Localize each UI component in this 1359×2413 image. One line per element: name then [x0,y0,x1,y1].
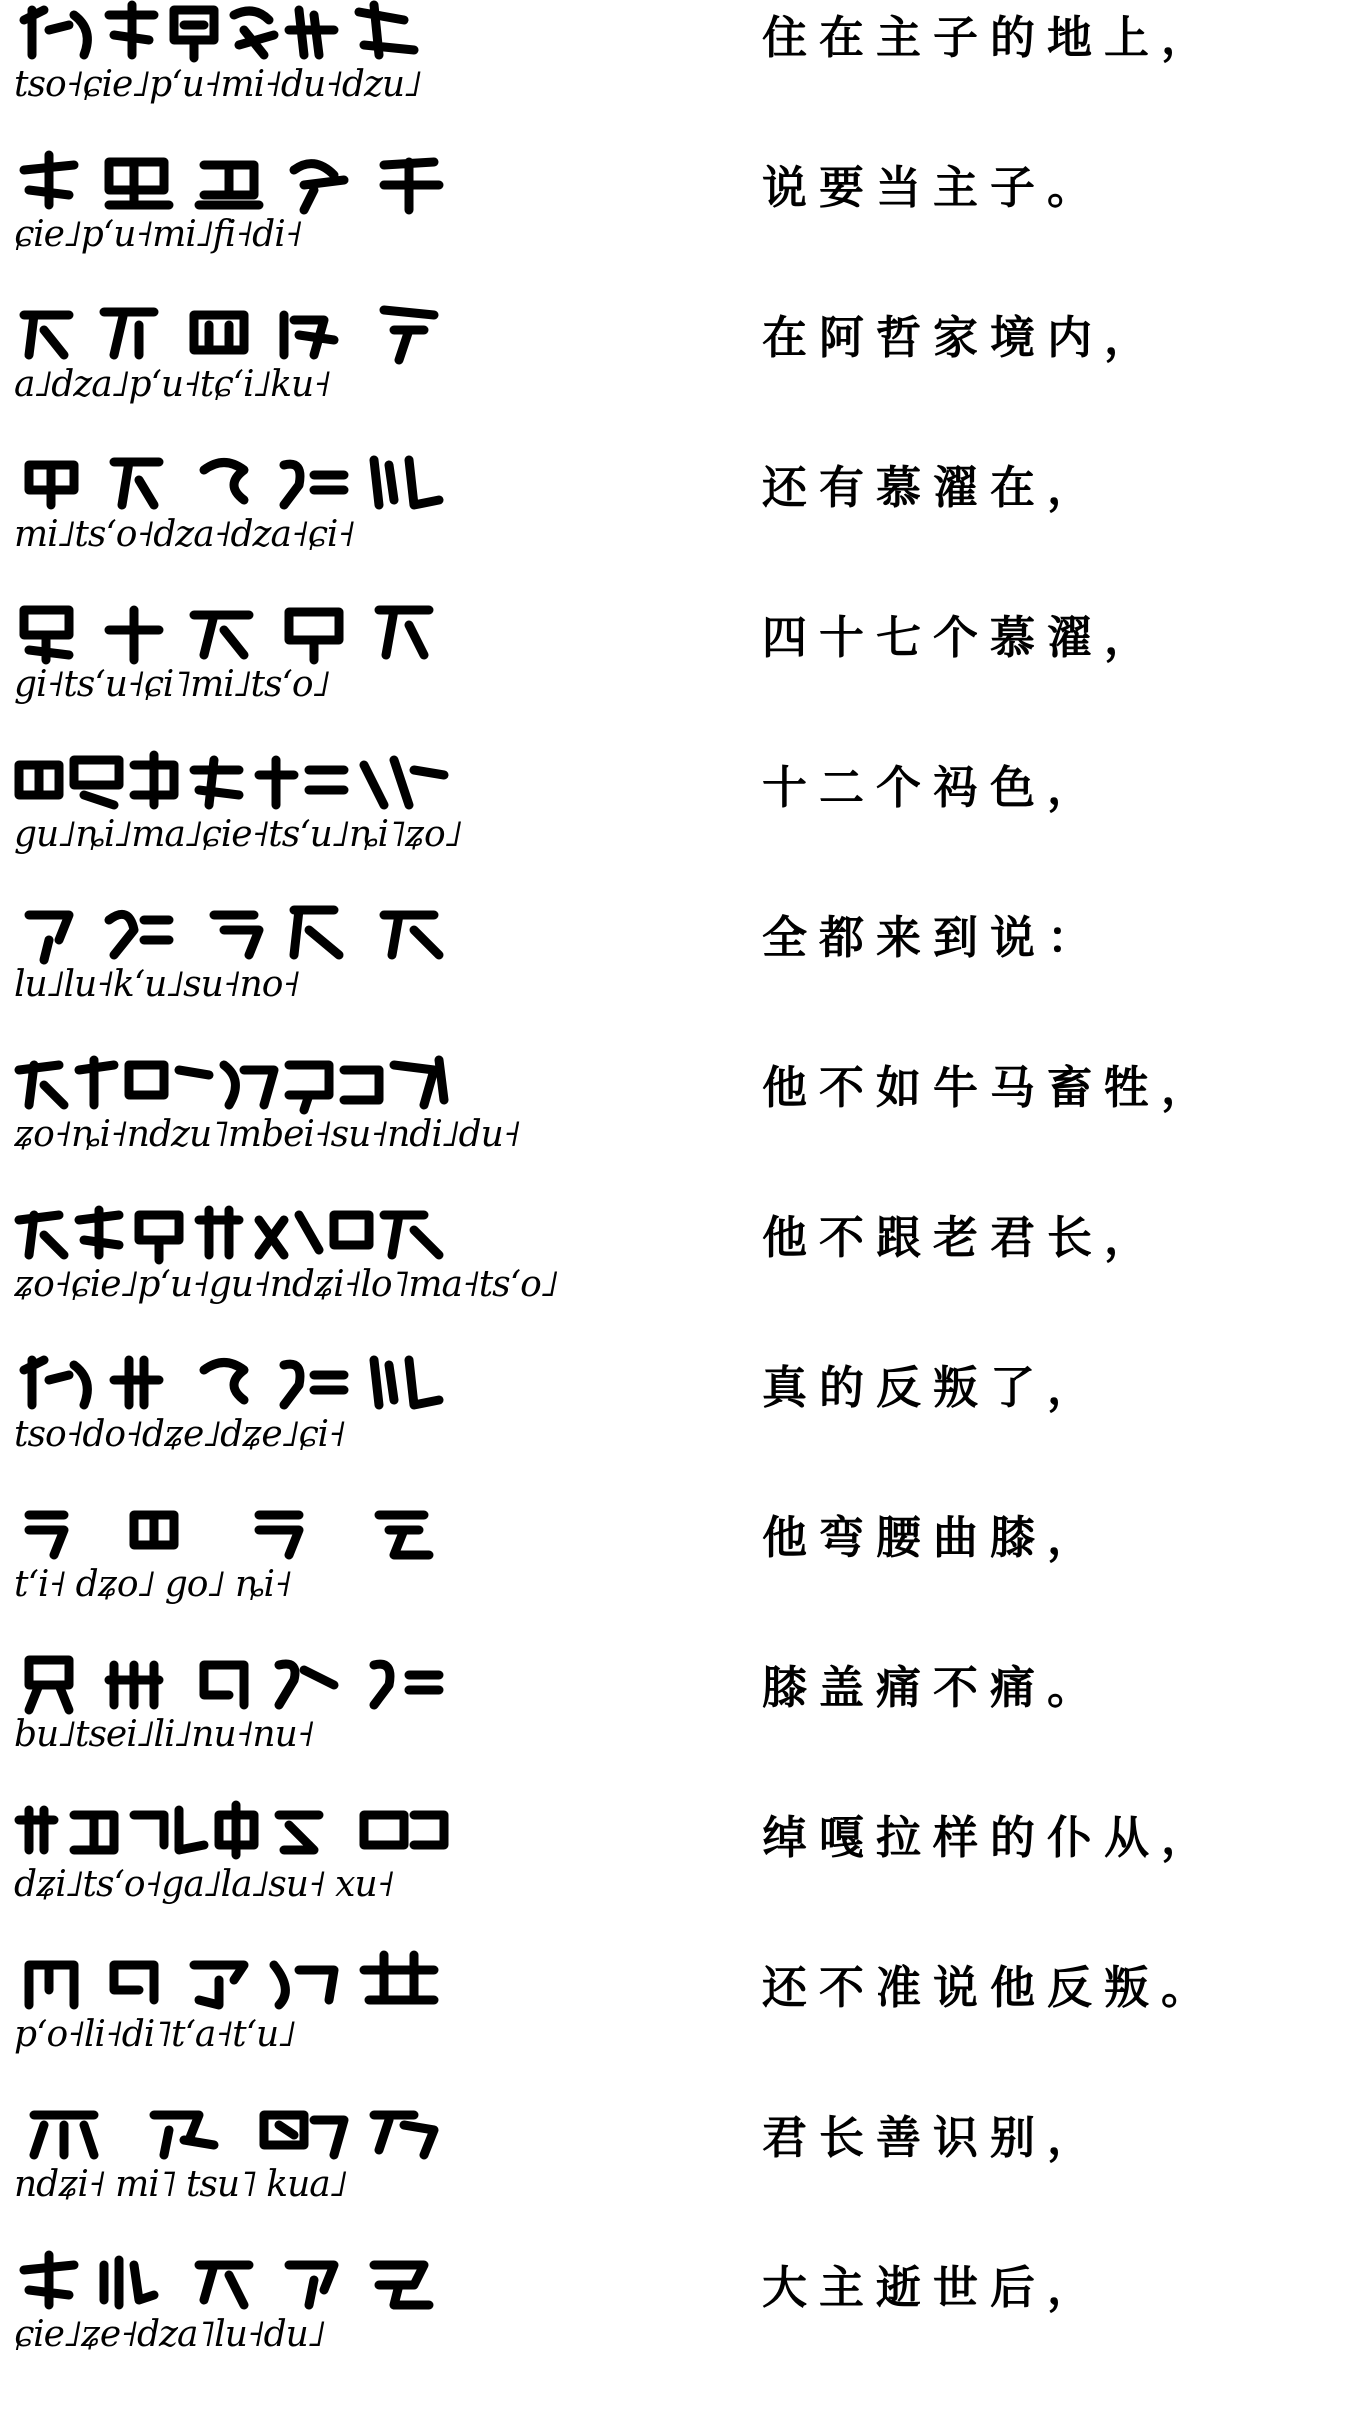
ipa-transcription: ɕie˩pʻu˧mi˩fi˧di˧ [14,214,302,255]
yi-script-glyphs [14,600,454,670]
yi-cell [14,1050,520,1168]
verse-row-13 [0,1800,1359,1950]
chinese-translation: 君长善识别， [762,2111,1105,2164]
yi-cell [14,1500,454,1618]
yi-script-glyphs [14,900,454,970]
yi-cell [14,300,454,418]
chinese-translation: 绰嘎拉样的仆从， [762,1811,1219,1864]
verse-row-14 [0,1950,1359,2100]
chinese-translation: 他不如牛马畜牲， [762,1061,1219,1114]
yi-script-glyphs [14,1650,454,1720]
verse-row-1 [0,0,1359,150]
chinese-translation: 膝盖痛不痛。 [762,1661,1105,1714]
ipa-transcription: gu˩ȵi˩ma˩ɕie˧tsʻu˩ȵi˥ʑo˩ [14,814,462,855]
yi-script-glyphs [14,300,454,370]
ipa-transcription: bu˩tsei˩li˩nu˧nu˧ [14,1714,314,1755]
verse-row-9 [0,1200,1359,1350]
ipa-transcription: tso˧ɕie˩pʻu˧mi˧du˧dzu˩ [14,64,421,105]
yi-cell [14,2250,454,2368]
chinese-translation: 大主逝世后， [762,2261,1105,2314]
yi-script-glyphs [14,1050,454,1120]
ipa-transcription: ʑo˧ɕie˩pʻu˧gu˧ndʑi˧lo˥ma˧tsʻo˩ [14,1264,558,1305]
chinese-translation: 全都来到说： [762,911,1105,964]
ipa-transcription: mi˩tsʻo˧dza˧dza˧ɕi˧ [14,514,355,555]
chinese-translation: 真的反叛了， [762,1361,1105,1414]
verse-row-2 [0,150,1359,300]
yi-cell [14,1350,454,1468]
ipa-transcription: ʑo˧ȵi˧ndzu˥mbei˧su˧ndi˩du˧ [14,1114,520,1155]
ipa-transcription: ndʑi˧ mi˥ tsu˥ kua˩ [14,2164,347,2205]
yi-cell [14,1950,454,2068]
verse-row-12 [0,1650,1359,1800]
yi-cell [14,750,462,868]
chinese-translation: 四十七个慕濯， [762,611,1162,664]
yi-script-glyphs [14,2100,454,2170]
yi-script-glyphs [14,1200,454,1270]
yi-cell [14,1650,454,1768]
ipa-transcription: gi˧tsʻu˧ɕi˥mi˩tsʻo˩ [14,664,330,705]
yi-cell [14,0,454,118]
yi-script-glyphs [14,0,454,70]
yi-cell [14,450,454,568]
chinese-translation: 他弯腰曲膝， [762,1511,1105,1564]
yi-script-glyphs [14,150,454,220]
ipa-transcription: ɕie˩ʑe˧dza˥lu˧du˩ [14,2314,325,2355]
chinese-translation: 在阿哲家境内， [762,311,1162,364]
yi-cell [14,1200,558,1318]
verse-row-16 [0,2250,1359,2400]
chinese-translation: 十二个祃色， [762,761,1105,814]
verse-row-11 [0,1500,1359,1650]
verse-row-5 [0,600,1359,750]
chinese-translation: 住在主子的地上， [762,11,1219,64]
yi-cell [14,150,454,268]
verse-row-6 [0,750,1359,900]
yi-script-glyphs [14,2250,454,2320]
yi-cell [14,1800,454,1918]
chinese-translation: 他不跟老君长， [762,1211,1162,1264]
yi-cell [14,600,454,718]
verse-row-8 [0,1050,1359,1200]
chinese-translation: 说要当主子。 [762,161,1105,214]
yi-script-glyphs [14,1950,454,2020]
yi-script-glyphs [14,750,454,820]
yi-script-glyphs [14,1500,454,1570]
ipa-transcription: lu˩lu˧kʻu˩su˧no˧ [14,964,300,1005]
ipa-transcription: a˩dza˩pʻu˧tɕʻi˩ku˧ [14,364,330,405]
ipa-transcription: pʻo˧li˧di˥tʻa˧tʻu˩ [14,2014,295,2055]
yi-script-glyphs [14,1350,454,1420]
verse-row-4 [0,450,1359,600]
ipa-transcription: tʻi˧ dʑo˩ go˩ ȵi˧ [14,1564,291,1605]
verse-row-7 [0,900,1359,1050]
yi-cell [14,900,454,1018]
verse-row-15 [0,2100,1359,2250]
chinese-translation: 还有慕濯在， [762,461,1105,514]
verse-row-10 [0,1350,1359,1500]
ipa-transcription: tso˧do˧dʑe˩dʑe˩ɕi˧ [14,1414,345,1455]
yi-script-glyphs [14,450,454,520]
ipa-transcription: dʑi˩tsʻo˧ga˩la˩su˧ xu˧ [14,1864,394,1905]
yi-script-glyphs [14,1800,454,1870]
chinese-translation: 还不准说他反叛。 [762,1961,1219,2014]
yi-cell [14,2100,454,2218]
verse-row-3 [0,300,1359,450]
